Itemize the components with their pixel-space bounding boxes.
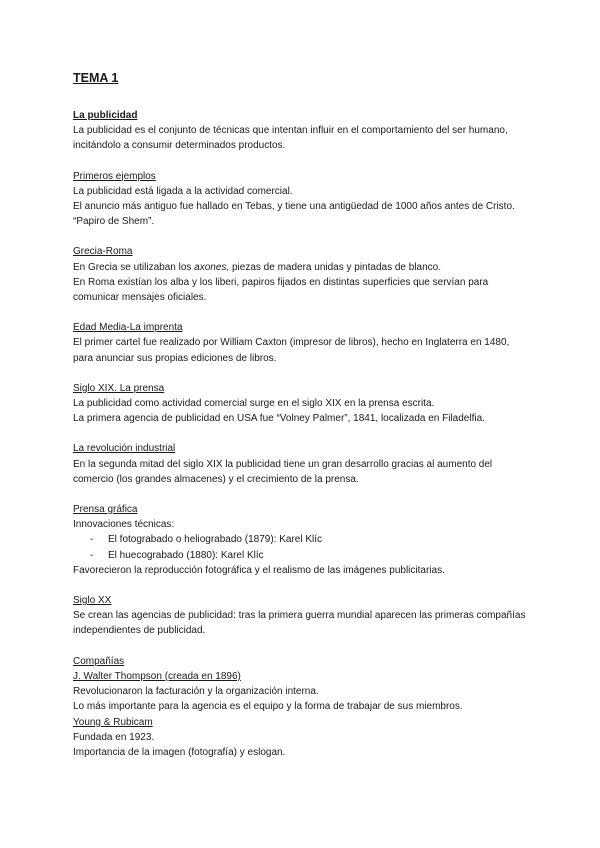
section-edad-media xyxy=(73,320,543,366)
paragraph-line: Innovaciones técnicas: xyxy=(73,519,175,531)
section-revolucion-industrial xyxy=(73,441,543,487)
section-prensa-grafica xyxy=(73,502,543,578)
document-page xyxy=(73,70,543,775)
paragraph-line: comunicar mensajes oficiales. xyxy=(73,292,207,304)
section-heading: Prensa gráfica xyxy=(73,504,138,516)
section-heading: La publicidad xyxy=(73,110,138,121)
paragraph-line xyxy=(73,260,543,275)
paragraph-line: independientes de publicidad. xyxy=(73,625,206,637)
list-item: - El huecograbado (1880): Karel Klíc xyxy=(73,548,543,563)
text-fragment: En Grecia se utilizaban los xyxy=(73,261,195,273)
paragraph-line: La publicidad es el conjunto de técnicas que intentan influir en el comportamiento del ser humano, xyxy=(73,125,508,137)
section-la-publicidad xyxy=(73,108,543,154)
paragraph-line: La primera agencia de publicidad en USA fue “Volney Palmer”, 1841, localizada en Filadelfia. xyxy=(73,413,485,425)
paragraph-line: “Papiro de Shem”. xyxy=(73,216,155,228)
section-heading: Edad Media-La imprenta xyxy=(73,322,183,334)
section-siglo-xx xyxy=(73,593,543,639)
paragraph-line: El primer cartel fue realizado por William Caxton (impresor de libros), hecho en Inglaterra en 1480, xyxy=(73,337,510,349)
paragraph-line: incitándolo a consumir determinados productos. xyxy=(73,140,286,152)
section-heading: Grecia-Roma xyxy=(73,246,133,258)
company-name: J. Walter Thompson (creada en 1896) xyxy=(73,670,241,682)
paragraph-line: El anuncio más antiguo fue hallado en Tebas, y tiene una antigüedad de 1000 años antes de Cristo. xyxy=(73,201,515,213)
paragraph-line: En Roma existían los alba y los liberi, papiros fijados en distintas superficies que servían para xyxy=(73,276,489,288)
text-fragment: piezas de madera unidas y pintadas de blanco. xyxy=(229,261,442,273)
paragraph-line: Lo más importante para la agencia es el equipo y la forma de trabajar de sus miembros. xyxy=(73,701,463,713)
list-item: - El fotograbado o heliograbado (1879): Karel Klíc xyxy=(73,532,543,547)
paragraph-line: Se crean las agencias de publicidad: tras la primera guerra mundial aparecen las primeras compañías xyxy=(73,610,526,622)
paragraph-line: Favorecieron la reproducción fotográfica y el realismo de las imágenes publicitarias. xyxy=(73,564,445,576)
paragraph-line: comercio (los grandes almacenes) y el crecimiento de la prensa. xyxy=(73,473,359,485)
section-heading: Siglo XIX. La prensa xyxy=(73,382,165,394)
paragraph-line: para anunciar sus propias ediciones de libros. xyxy=(73,352,277,364)
paragraph-line: La publicidad está ligada a la actividad comercial. xyxy=(73,185,293,197)
italic-term: axones, xyxy=(194,261,230,273)
section-grecia-roma xyxy=(73,244,543,305)
section-heading: Siglo XX xyxy=(73,595,112,607)
paragraph-line: Fundada en 1923. xyxy=(73,731,155,743)
paragraph-line: En la segunda mitad del siglo XIX la publicidad tiene un gran desarrollo gracias al aumento del xyxy=(73,458,493,470)
innovations-list xyxy=(73,532,543,562)
section-siglo-xix xyxy=(73,381,543,427)
document-title: TEMA 1 xyxy=(73,71,119,85)
paragraph-line: La publicidad como actividad comercial surge en el siglo XIX en la prensa escrita. xyxy=(73,398,435,410)
paragraph-line: Revolucionaron la facturación y la organización interna. xyxy=(73,686,319,698)
section-heading: Primeros ejemplos xyxy=(73,170,156,182)
paragraph-line: Importancia de la imagen (fotografía) y eslogan. xyxy=(73,746,286,758)
company-name: Young & Rubicam xyxy=(73,716,153,728)
section-primeros-ejemplos xyxy=(73,169,543,230)
section-heading: Compañías xyxy=(73,655,125,667)
section-companias xyxy=(73,654,543,760)
section-heading: La revolución industrial xyxy=(73,443,176,455)
